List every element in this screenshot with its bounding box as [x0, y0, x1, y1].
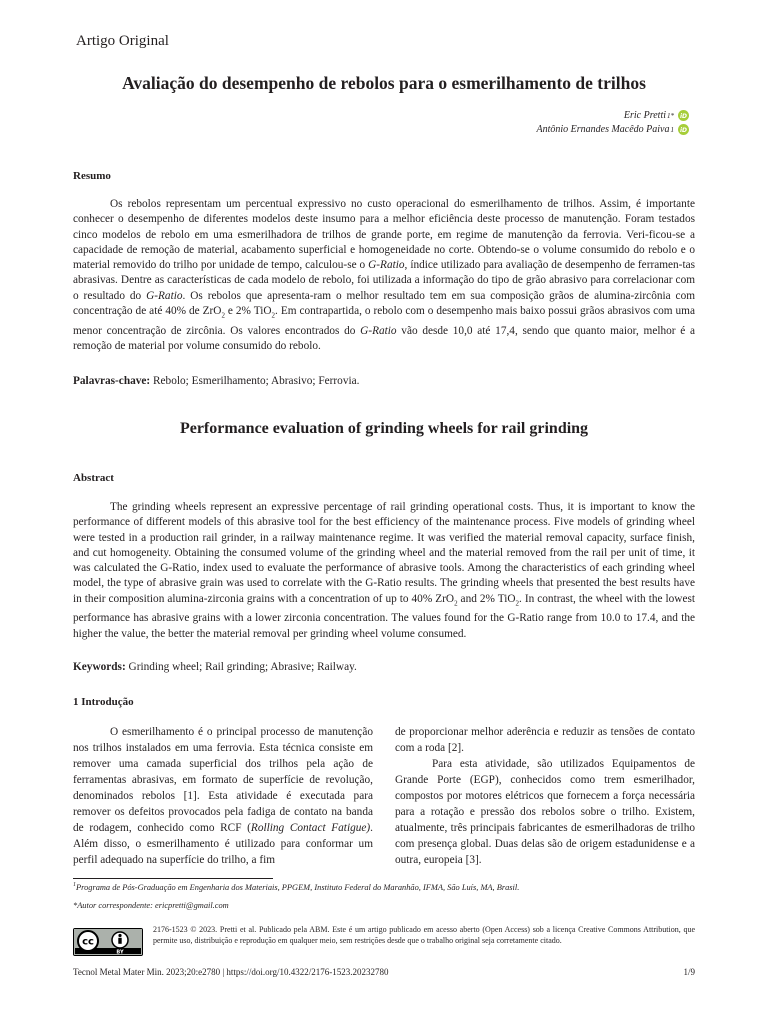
abstract-heading: Abstract — [73, 472, 114, 484]
author-2 — [536, 124, 689, 135]
intro-paragraph: de proporcionar melhor aderência e reduzir as tensões de contato com a roda [2]. — [395, 726, 695, 754]
cc-glyph: cc — [82, 936, 94, 948]
article-title-en: Performance evaluation of grinding wheels for rail grinding — [179, 420, 589, 437]
g-ratio-term: G-Ratio — [360, 324, 397, 337]
footnote-text: Programa de Pós-Graduação em Engenharia dos Materiais, PPGEM, Instituto Federal do Maranhão, IFMA, São Luís, MA, Brasil. — [76, 882, 520, 892]
by-glyph: BY — [116, 949, 124, 955]
author-name: Antônio Ernandes Macêdo Paiva — [536, 124, 670, 135]
cc-by-icon — [74, 929, 142, 955]
author-name: Eric Pretti — [623, 110, 666, 121]
text-run: and 2% TiO — [457, 592, 516, 605]
affiliation-footnote — [73, 882, 519, 892]
keywords-text: Grinding wheel; Rail grinding; Abrasive; Railway. — [125, 661, 357, 673]
text-run: , índice utilizado para avaliação de desempenho de ferramen-tas abrasivas. Dentre as características de cada modelo de rebolo, foi utilizada a informação do tipo de grão abrasivo para correlacionar com o resultado do — [73, 259, 695, 302]
svg-text:iD: iD — [679, 113, 688, 120]
text-run: . Além disso, o esmerilhamento é utilizado para conformar um perfil adequado na superfície do trilho, a fim — [73, 822, 373, 866]
text-run: vão desde 10,0 até 17,4, sendo que quanto maior, melhor é a remoção de material por volume consumido do rebolo. — [73, 324, 696, 352]
license-text: 2176-1523 © 2023. Pretti et al. Publicado pela ABM. Este é um artigo publicado em acesso aberto (Open Access) sob a licença Creative Commons Attribution, que permite uso, distribuição e reprodução em qualquer meio, sem restrições desde que o trabalho original seja corretamente citado. — [153, 925, 695, 945]
svg-text:iD: iD — [679, 127, 688, 134]
subscript: 2 — [515, 599, 520, 608]
italic-term: Rolling Contact Fatigue) — [250, 822, 371, 834]
intro-paragraph — [73, 724, 373, 868]
intro-right-column — [395, 724, 695, 868]
palavras-chave-label: Palavras-chave: — [73, 375, 151, 387]
orcid-icon[interactable] — [678, 110, 689, 121]
intro-heading: 1 Introdução — [73, 696, 134, 708]
author-1 — [624, 110, 689, 121]
abstract-paragraph — [73, 500, 695, 642]
text-run: Os rebolos representam um percentual expressivo no custo operacional do esmerilhamento de trilhos. Assim, é importante conhecer o desempenho de diferentes modelos deste insumo para a melhor eficiência deste processo de manutenção. Foram testados cinco modelos de rebolo em uma esmerilhadora de trilhos de grande porte, em regime de manutenção da ferrovia. Veri-ficou-se a capacidade de remoção de material, acabamento superficial e homogeneidade no corte. Obtendo-se o volume consumido do rebolo e o material removido do trilho por unidade de tempo, calculou-se o — [73, 198, 695, 272]
resumo-body — [73, 197, 695, 354]
citation-footer[interactable]: Tecnol Metal Mater Min. 2023;20:e2780 | https://doi.org/10.4322/2176-1523.20232780 — [73, 967, 389, 977]
resumo-paragraph — [73, 197, 695, 354]
abstract-body — [73, 500, 695, 642]
section-label: Artigo Original — [76, 33, 169, 49]
subscript: 2 — [271, 311, 276, 320]
footnote-mark: 1 — [73, 882, 76, 888]
keywords-label: Keywords: — [73, 661, 126, 673]
author-marks: 1* — [667, 111, 674, 120]
text-run: O esmerilhamento é o principal processo de manutenção nos trilhos instalados em uma ferrovia. Esta técnica consiste em remover uma camada superficial dos trilhos pela ação de ferramentas abrasivas, em formato de superfície de revolução, denominados rebolos [1]. Esta atividade é executada para remover os defeitos provocados pela fadiga de contato na banda de rodagem, conhecido como RCF ( — [73, 726, 373, 834]
palavras-chave — [73, 374, 695, 389]
subscript: 2 — [221, 311, 225, 320]
intro-paragraph: Para esta atividade, são utilizados Equipamentos de Grande Porte (EGP), conhecidos como trem esmerilhador, compostos por motores elétricos que fornecem a força necessária para a rotação e pressão dos rebolos sobre o trilho. Existem, atualmente, três principais fabricantes de esmerilhadoras de trilho com presença global. Duas delas são de origem estadunidense e a outra, europeia [3]. — [395, 758, 695, 866]
g-ratio-term: G-Ratio — [146, 289, 183, 302]
page-number: 1/9 — [683, 967, 695, 977]
keywords — [73, 660, 695, 675]
text-run: The grinding wheels represent an expressive percentage of rail grinding operational costs. Thus, it is important to know the performance of different models of this abrasive tool for the best efficiency of the maintenance process. Five models of grinding wheel were tested in a production rail grinder, in a railway maintenance regime. It was verified the material removal capacity, surface finish, and cut homogeneity. Obtaining the consumed volume of the grinding wheel and the material removed from the rail per unit of time, it was calculated the G-Ratio, index used to evaluate the performance of abrasive tools. Among the characteristics of each grinding wheel model, the type of abrasive grain was used to correlate with the G-Ratio results. The grinding wheels that presented the best results have in their composition alumina-zirconia grains with a concentration of up to 40% ZrO — [73, 501, 695, 605]
orcid-icon[interactable] — [678, 124, 689, 135]
resumo-heading: Resumo — [73, 170, 111, 182]
footnote-rule — [73, 878, 273, 879]
author-marks: 1 — [670, 125, 674, 134]
corresponding-author: *Autor correspondente: ericpretti@gmail.com — [73, 901, 229, 910]
intro-left-column — [73, 724, 373, 868]
palavras-chave-text: Rebolo; Esmerilhamento; Abrasivo; Ferrovia. — [150, 375, 360, 387]
subscript: 2 — [454, 599, 458, 608]
article-title-pt: Avaliação do desempenho de rebolos para o esmerilhamento de trilhos — [122, 73, 646, 93]
text-run: . In contrast, the wheel with the lowest performance has abrasive grains with a lower zirconia concentration. The values found for the G-Ratio range from 10.0 to 17.4, and the higher the value, the better the material removal per grinding wheel volume consumed. — [73, 592, 695, 640]
text-run: . Em contrapartida, o rebolo com o desempenho mais baixo possui grãos abrasivos com uma menor concentração de zircônia. Os valores encontrados do — [73, 305, 695, 337]
cc-by-license-badge[interactable] — [73, 928, 143, 956]
text-run: . Os rebolos que apresenta-ram o melhor resultado tem em sua composição grãos de alumina-zircônia com concentração de até 40% de ZrO — [73, 289, 695, 318]
text-run: e 2% TiO — [224, 305, 272, 318]
g-ratio-term: G-Ratio — [368, 259, 405, 272]
